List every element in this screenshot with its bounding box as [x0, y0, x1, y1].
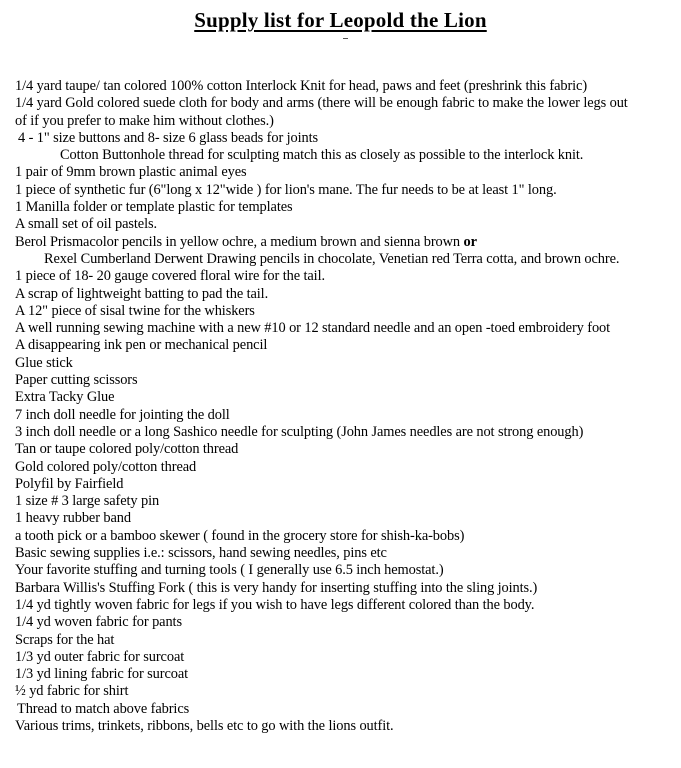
- list-item: Your favorite stuffing and turning tools ( I generally use 6.5 inch hemostat.): [15, 562, 444, 579]
- list-item: Tan or taupe colored poly/cotton thread: [15, 441, 239, 458]
- list-item: A small set of oil pastels.: [15, 216, 157, 233]
- list-item: 1 pair of 9mm brown plastic animal eyes: [15, 164, 247, 181]
- list-item: A 12" piece of sisal twine for the whiskers: [15, 302, 255, 319]
- list-item: Rexel Cumberland Derwent Drawing pencils in chocolate, Venetian red Terra cotta, and brown ochre.: [44, 250, 620, 267]
- list-item: ½ yd fabric for shirt: [15, 683, 129, 700]
- list-item: 1 piece of synthetic fur (6"long x 12"wide ) for lion's mane. The fur needs to be at least 1" long.: [15, 181, 557, 198]
- list-item: a tooth pick or a bamboo skewer ( found in the grocery store for shish-ka-bobs): [15, 527, 465, 544]
- list-item: 1/3 yd lining fabric for surcoat: [15, 666, 189, 683]
- list-item: Polyfil by Fairfield: [15, 475, 124, 492]
- list-item: Glue stick: [15, 354, 73, 371]
- list-item: A scrap of lightweight batting to pad the tail.: [15, 285, 269, 302]
- list-item: 1/4 yd tightly woven fabric for legs if you wish to have legs different colored than the body.: [15, 596, 535, 613]
- list-item: 1/4 yard Gold colored suede cloth for body and arms (there will be enough fabric to make the lower legs out: [15, 95, 628, 112]
- list-item: [15, 234, 677, 251]
- list-item: A well running sewing machine with a new #10 or 12 standard needle and an open -toed embroidery foot: [15, 320, 611, 337]
- list-item: 3 inch doll needle or a long Sashico needle for sculpting (John James needles are not strong enough): [15, 423, 584, 440]
- list-item: 1 Manilla folder or template plastic for templates: [15, 199, 293, 216]
- list-item: Thread to match above fabrics: [17, 700, 190, 717]
- list-item: Paper cutting scissors: [15, 372, 138, 389]
- list-item: 1 heavy rubber band: [15, 510, 131, 527]
- list-item: 1/4 yd woven fabric for pants: [15, 614, 182, 631]
- list-item: Basic sewing supplies i.e.: scissors, hand sewing needles, pins etc: [15, 545, 387, 562]
- list-item: Extra Tacky Glue: [15, 389, 115, 406]
- list-item: Barbara Willis's Stuffing Fork ( this is very handy for inserting stuffing into the sling joints.): [15, 579, 538, 596]
- list-item: of if you prefer to make him without clothes.): [15, 112, 274, 129]
- list-item: Cotton Buttonhole thread for sculpting match this as closely as possible to the interlock knit.: [60, 147, 584, 164]
- list-item: 1/3 yd outer fabric for surcoat: [15, 648, 185, 665]
- list-item: 1/4 yard taupe/ tan colored 100% cotton Interlock Knit for head, paws and feet (preshrink this fabric): [15, 78, 588, 94]
- list-item: Scraps for the hat: [15, 631, 115, 648]
- scan-speck: [343, 38, 348, 39]
- list-item: Various trims, trinkets, ribbons, bells etc to go with the lions outfit.: [15, 717, 394, 734]
- list-item-text: Berol Prismacolor pencils in yellow ochre, a medium brown and sienna brown: [15, 233, 460, 250]
- or-label: or: [463, 233, 477, 250]
- list-item: 1 size # 3 large safety pin: [15, 493, 160, 510]
- list-item: 7 inch doll needle for jointing the doll: [15, 406, 230, 423]
- list-item: 4 - 1" size buttons and 8- size 6 glass beads for joints: [18, 129, 319, 146]
- supply-list: [15, 78, 677, 735]
- list-item: 1 piece of 18- 20 gauge covered floral wire for the tail.: [15, 268, 325, 285]
- list-item: Gold colored poly/cotton thread: [15, 458, 197, 475]
- document-title: Supply list for Leopold the Lion: [194, 8, 487, 32]
- list-item: A disappearing ink pen or mechanical pencil: [15, 337, 268, 354]
